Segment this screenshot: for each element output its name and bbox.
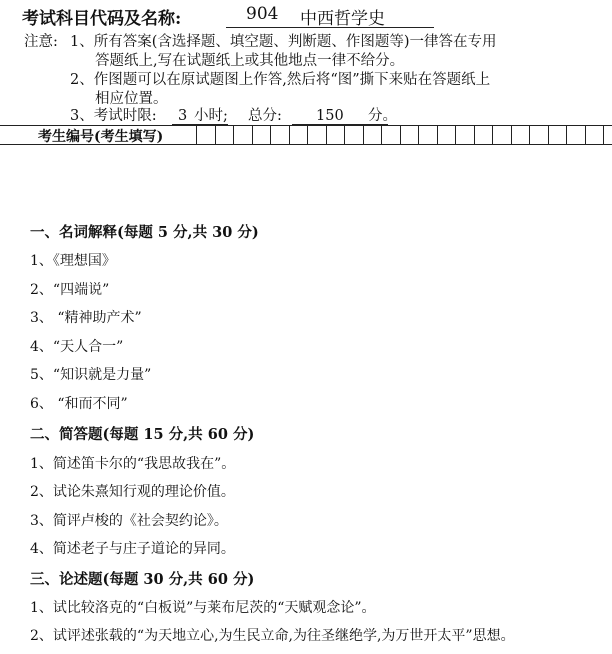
student-id-box[interactable] <box>344 126 345 144</box>
title-underline <box>226 27 434 28</box>
note-2: 2、作图题可以在原试题图上作答,然后将“图”撕下来贴在答题纸上 <box>70 72 491 88</box>
notes-prefix: 注意: <box>24 34 58 50</box>
note-3-label: 3、考试时限: <box>70 108 157 124</box>
student-id-box[interactable] <box>252 126 253 144</box>
section-1-title: 一、名词解释(每题 5 分,共 30 分) <box>30 224 259 241</box>
student-id-box[interactable] <box>233 126 234 144</box>
exam-subject-code: 904 <box>246 4 279 24</box>
note-3-score-unit: 分。 <box>368 108 397 124</box>
section-3-question-2: 2、试评述张载的“为天地立心,为生民立命,为往圣继绝学,为万世开太平”思想。 <box>30 628 515 644</box>
section-2-question-2: 2、试论朱熹知行观的理论价值。 <box>30 484 235 500</box>
student-id-box[interactable] <box>511 126 512 144</box>
student-id-box[interactable] <box>585 126 586 144</box>
student-id-box[interactable] <box>326 126 327 144</box>
student-id-box[interactable] <box>455 126 456 144</box>
student-id-box[interactable] <box>196 126 197 144</box>
student-id-box[interactable] <box>400 126 401 144</box>
student-id-box[interactable] <box>270 126 271 144</box>
section-1-question-2: 2、“四端说” <box>30 282 110 298</box>
note-3-score: 150 <box>316 108 344 124</box>
note-1-continued: 答题纸上,写在试题纸上或其他地点一律不给分。 <box>95 53 405 69</box>
section-1-question-6: 6、 “和而不同” <box>30 396 128 412</box>
section-2-question-4: 4、简述老子与庄子道论的异同。 <box>30 541 235 557</box>
student-id-box[interactable] <box>215 126 216 144</box>
section-3-title: 三、论述题(每题 30 分,共 60 分) <box>30 571 255 588</box>
exam-subject-label: 考试科目代码及名称: <box>22 9 182 29</box>
student-id-box[interactable] <box>289 126 290 144</box>
student-id-box[interactable] <box>492 126 493 144</box>
section-2-title: 二、简答题(每题 15 分,共 60 分) <box>30 426 255 443</box>
exam-subject-name: 中西哲学史 <box>300 9 385 29</box>
section-1-question-3: 3、 “精神助产术” <box>30 310 142 326</box>
section-1-question-5: 5、“知识就是力量” <box>30 367 152 383</box>
student-id-box[interactable] <box>381 126 382 144</box>
note-3-unit: 小时; <box>194 108 228 124</box>
student-id-box[interactable] <box>603 126 604 144</box>
section-3-question-1: 1、试比较洛克的“白板说”与莱布尼茨的“天赋观念论”。 <box>30 600 376 616</box>
student-id-label: 考生编号(考生填写) <box>38 129 164 145</box>
student-id-box[interactable] <box>363 126 364 144</box>
student-id-box[interactable] <box>548 126 549 144</box>
student-id-box[interactable] <box>437 126 438 144</box>
student-id-box[interactable] <box>418 126 419 144</box>
student-id-box[interactable] <box>529 126 530 144</box>
note-2-continued: 相应位置。 <box>95 91 168 107</box>
section-2-question-3: 3、简评卢梭的《社会契约论》。 <box>30 513 228 529</box>
section-1-question-4: 4、“天人合一” <box>30 339 124 355</box>
student-id-box[interactable] <box>566 126 567 144</box>
student-id-box[interactable] <box>307 126 308 144</box>
note-3-total: 总分: <box>248 108 282 124</box>
student-id-box[interactable] <box>474 126 475 144</box>
section-2-question-1: 1、简述笛卡尔的“我思故我在”。 <box>30 456 236 472</box>
note-3-hours: 3 <box>178 108 188 124</box>
note-1: 1、所有答案(含选择题、填空题、判断题、作图题等)一律答在专用 <box>70 34 497 50</box>
section-1-question-1: 1、《理想国》 <box>30 253 116 269</box>
